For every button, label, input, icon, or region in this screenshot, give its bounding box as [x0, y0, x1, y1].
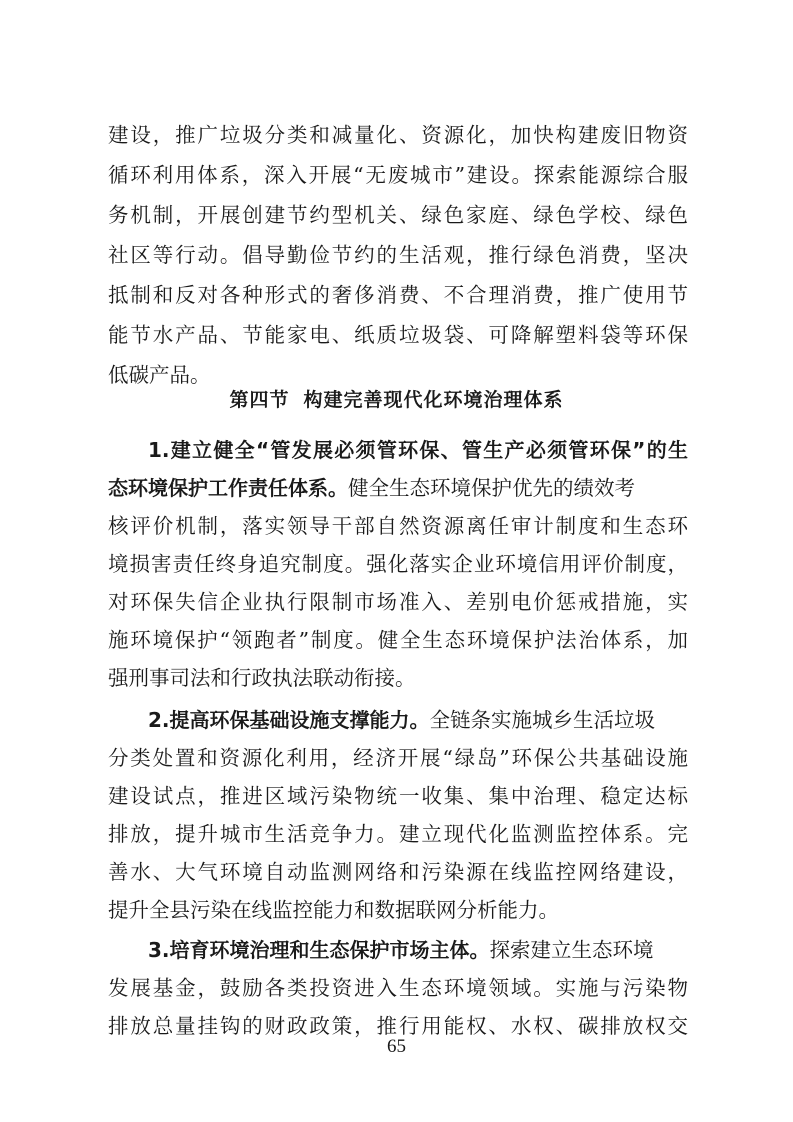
paragraph-line: 务机制，开展创建节约型机关、绿色家庭、绿色学校、绿色: [108, 203, 688, 227]
paragraph-lead-line: [148, 930, 688, 970]
section-heading: [0, 382, 793, 418]
paragraph-line: 排放总量挂钩的财政政策，推行用能权、水权、碳排放权交: [108, 1014, 688, 1038]
paragraph-line: 分类处置和资源化利用，经济开展“绿岛”环保公共基础设施: [108, 746, 688, 770]
paragraph-line: 发展基金，鼓励各类投资进入生态环境领域。实施与污染物: [108, 976, 688, 1000]
paragraph-text: 健全生态环境保护优先的绩效考: [348, 476, 635, 500]
paragraph-line: 对环保失信企业执行限制市场准入、差别电价惩戒措施，实: [108, 590, 688, 614]
paragraph-line: 建设试点，推进区域污染物统一收集、集中治理、稳定达标: [108, 784, 688, 808]
paragraph-line: 境损害责任终身追究制度。强化落实企业环境信用评价制度，: [108, 552, 688, 576]
paragraph-text: 探索建立生态环境: [489, 938, 654, 962]
paragraph-line: 强刑事司法和行政执法联动衔接。: [108, 666, 416, 690]
paragraph-lead: 3.培育环境治理和生态保护市场主体。: [148, 938, 490, 962]
paragraph-line: 建设，推广垃圾分类和减量化、资源化，加快构建废旧物资: [108, 123, 688, 147]
bold-lead-tail: 态环境保护工作责任体系。: [108, 476, 348, 500]
paragraph-line: [108, 468, 688, 508]
paragraph-line: 施环境保护“领跑者”制度。健全生态环境保护法治体系，加: [108, 628, 688, 652]
paragraph-text: 全链条实施城乡生活垃圾: [429, 708, 656, 732]
paragraph-lead-line: [148, 700, 688, 740]
paragraph-lead: 2.提高环保基础设施支撑能力。: [148, 708, 430, 732]
paragraph-line: 抵制和反对各种形式的奢侈消费、不合理消费，推广使用节: [108, 283, 688, 307]
section-title: 构建完善现代化环境治理体系: [303, 389, 564, 411]
paragraph-line: 提升全县污染在线监控能力和数据联网分析能力。: [108, 898, 559, 922]
paragraph-line: 排放，提升城市生活竞争力。建立现代化监测监控体系。完: [108, 822, 688, 846]
paragraph-line: 能节水产品、节能家电、纸质垃圾袋、可降解塑料袋等环保: [108, 323, 688, 347]
paragraph-lead-line: 1.建立健全“管发展必须管环保、管生产必须管环保”的生: [148, 438, 688, 462]
paragraph-line: 核评价机制，落实领导干部自然资源离任审计制度和生态环: [108, 514, 688, 538]
section-number: 第四节: [229, 389, 290, 411]
paragraph-line: 循环利用体系，深入开展“无废城市”建设。探索能源综合服: [108, 163, 688, 187]
page-number: 65: [387, 1036, 406, 1057]
paragraph-line: 低碳产品。: [108, 363, 211, 387]
paragraph-line: 善水、大气环境自动监测网络和污染源在线监控网络建设，: [108, 860, 688, 884]
paragraph-line: 社区等行动。倡导勤俭节约的生活观，推行绿色消费，坚决: [108, 243, 688, 267]
